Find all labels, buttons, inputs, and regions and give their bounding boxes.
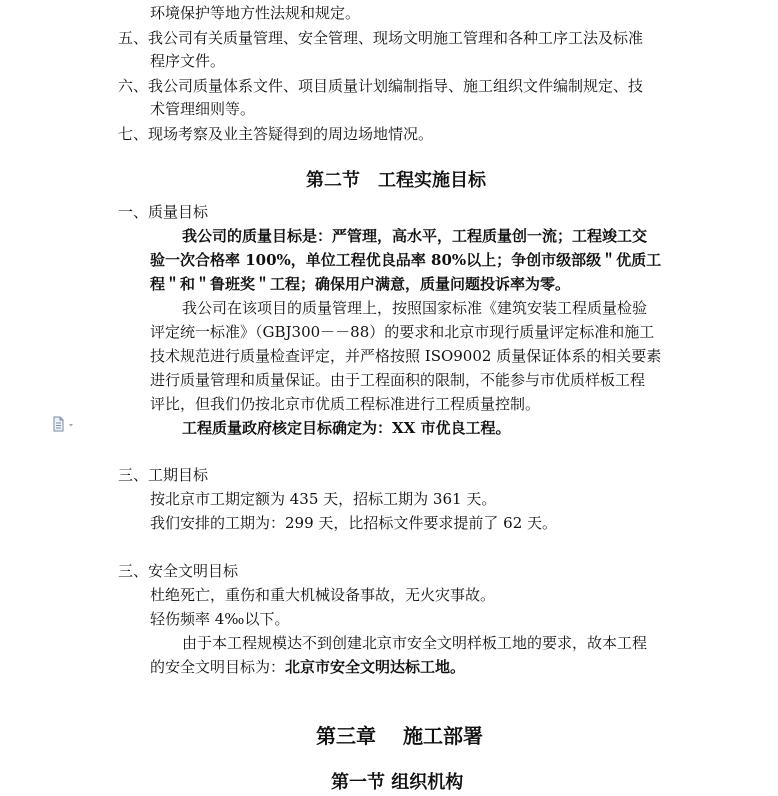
safety-para-line2-prefix: 的安全文明目标为： bbox=[150, 658, 286, 676]
safety-line2: 轻伤频率 4‰以下。 bbox=[150, 610, 290, 628]
quality-para-line1: 我公司在该项目的质量管理上，按照国家标准《建筑安装工程质量检验 bbox=[182, 299, 648, 317]
quality-govt-target: 工程质量政府核定目标确定为：XX 市优良工程。 bbox=[182, 419, 511, 437]
basis-item-5-line1: 五、我公司有关质量管理、安全管理、现场文明施工管理和各种工序工法及标准 bbox=[118, 29, 644, 47]
basis-item-6-line1: 六、我公司质量体系文件、项目质量计划编制指导、施工组织文件编制规定、技 bbox=[118, 77, 644, 95]
safety-target-bold: 北京市安全文明达标工地。 bbox=[285, 658, 466, 676]
safety-heading: 三、安全文明目标 bbox=[118, 562, 239, 580]
chapter-3-title: 第三章 施工部署 bbox=[316, 724, 483, 748]
quality-goal-line3: 程＂和＂鲁班奖＂工程；确保用户满意，质量问题投诉率为零。 bbox=[150, 275, 571, 293]
basis-item-6-line2: 术管理细则等。 bbox=[150, 100, 256, 118]
safety-para-line1: 由于本工程规模达不到创建北京市安全文明样板工地的要求，故本工程 bbox=[182, 634, 648, 652]
quality-goal-line1: 我公司的质量目标是：严管理，高水平，工程质量创一流；工程竣工交 bbox=[182, 227, 648, 245]
quality-para-line4: 进行质量管理和质量保证。由于工程面积的限制，不能参与市优质样板工程 bbox=[150, 371, 646, 389]
chapter-3-section-1-title: 第一节 组织机构 bbox=[331, 772, 464, 793]
quality-para-line3: 技术规范进行质量检查评定，并严格按照 ISO9002 质量保证体系的相关要素 bbox=[150, 347, 662, 365]
basis-item-5-line2: 程序文件。 bbox=[150, 52, 226, 70]
safety-para-line2 bbox=[150, 657, 465, 677]
section-2-title: 第二节 工程实施目标 bbox=[306, 170, 486, 191]
quality-goal-line2: 验一次合格率 100%，单位工程优良品率 80%以上；争创市级部级＂优质工 bbox=[150, 251, 662, 269]
schedule-line2: 我们安排的工期为：299 天，比招标文件要求提前了 62 天。 bbox=[150, 514, 558, 532]
schedule-line1: 按北京市工期定额为 435 天，招标工期为 361 天。 bbox=[150, 490, 497, 508]
schedule-heading: 三、工期目标 bbox=[118, 466, 209, 484]
quality-heading: 一、质量目标 bbox=[118, 203, 209, 221]
basis-item-4-tail: 环境保护等地方性法规和规定。 bbox=[150, 4, 361, 22]
quality-para-line2: 评定统一标准》（GBJ300－－88）的要求和北京市现行质量评定标准和施工 bbox=[150, 323, 655, 341]
document-icon[interactable] bbox=[52, 416, 82, 432]
basis-item-7: 七、现场考察及业主答疑得到的周边场地情况。 bbox=[118, 125, 434, 143]
quality-para-line5: 评比，但我们仍按北京市优质工程标准进行工程质量控制。 bbox=[150, 395, 541, 413]
safety-line1: 杜绝死亡，重伤和重大机械设备事故，无火灾事故。 bbox=[150, 586, 496, 604]
